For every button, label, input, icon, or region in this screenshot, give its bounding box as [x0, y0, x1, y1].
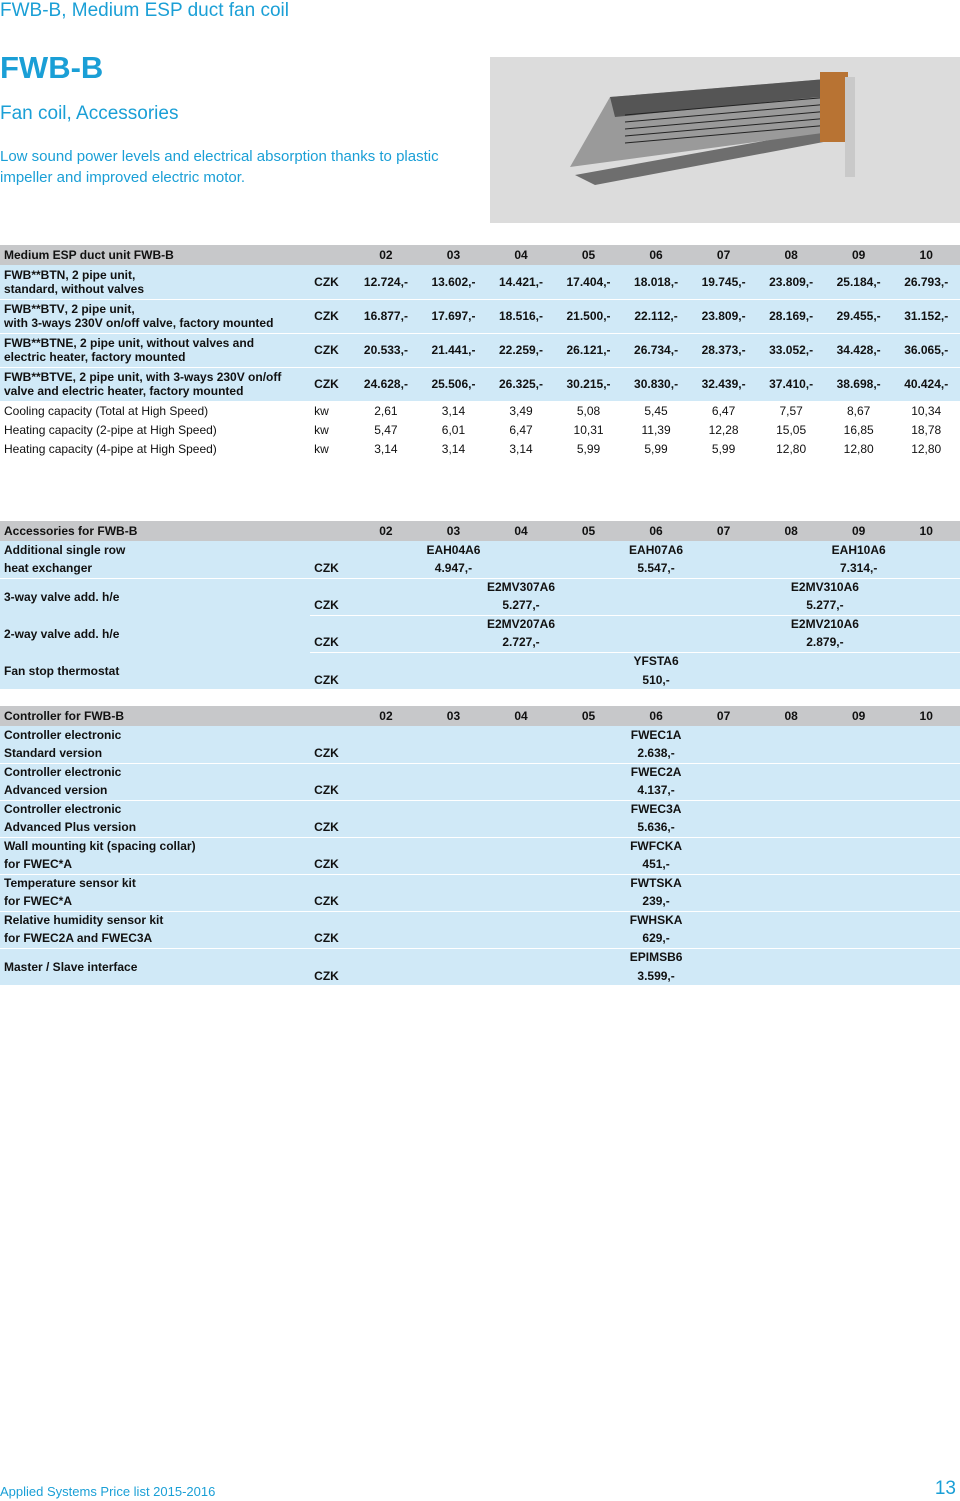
header-cell: 06	[622, 245, 690, 265]
header-cell: 06	[622, 521, 690, 541]
price-cell: 5.277,-	[690, 596, 960, 615]
currency: CZK	[310, 596, 352, 615]
controller-sublabel: Standard version	[0, 744, 310, 763]
table-row	[0, 652, 960, 670]
header-cell: 09	[825, 245, 893, 265]
price-cell: 20.533,-	[352, 333, 420, 367]
capacity-cell: 12,28	[690, 420, 758, 439]
controller-sublabel: for FWEC*A	[0, 892, 310, 911]
table-row	[0, 911, 960, 929]
controller-label: Master / Slave interface	[0, 948, 310, 985]
table-row	[0, 874, 960, 892]
capacity-cell: 6,01	[420, 420, 488, 439]
table-row	[0, 559, 960, 578]
price-cell: 38.698,-	[825, 367, 893, 401]
capacity-cell: 5,47	[352, 420, 420, 439]
price-cell: 16.877,-	[352, 299, 420, 333]
capacity-cell: 18,78	[892, 420, 960, 439]
header-cell: 05	[555, 245, 623, 265]
controller-code: FWHSKA	[352, 911, 960, 929]
running-title: FWB-B, Medium ESP duct fan coil	[0, 0, 289, 21]
accessory-code: E2MV310A6	[690, 578, 960, 596]
capacity-cell: 5,99	[622, 439, 690, 458]
currency: CZK	[310, 781, 352, 800]
controller-sublabel: for FWEC*A	[0, 855, 310, 874]
controller-table-header	[0, 706, 960, 726]
controller-sublabel: for FWEC2A and FWEC3A	[0, 929, 310, 948]
capacity-cell: 3,14	[487, 439, 555, 458]
table-row	[0, 855, 960, 874]
product-description: Low sound power levels and electrical absorption thanks to plastic impeller and improved electric motor.	[0, 148, 439, 186]
capacity-cell: 12,80	[892, 439, 960, 458]
table-row	[0, 818, 960, 837]
price-cell: 2.727,-	[352, 633, 690, 652]
controller-table	[0, 706, 960, 985]
table-row	[0, 615, 960, 633]
header-cell: 04	[487, 521, 555, 541]
price-cell: 36.065,-	[892, 333, 960, 367]
price-cell: 28.373,-	[690, 333, 758, 367]
capacity-label: Heating capacity (4-pipe at High Speed)	[0, 439, 310, 458]
price-cell: 32.439,-	[690, 367, 758, 401]
accessory-label: 2-way valve add. h/e	[0, 615, 310, 652]
price-cell: 7.314,-	[757, 559, 960, 578]
price-cell: 239,-	[352, 892, 960, 911]
capacity-label: Heating capacity (2-pipe at High Speed)	[0, 420, 310, 439]
model-label: FWB**BTVE, 2 pipe unit, with 3-ways 230V on/off valve and electric heater, factory mounted	[0, 367, 310, 401]
price-cell: 40.424,-	[892, 367, 960, 401]
header-cell: Medium ESP duct unit FWB-B	[0, 245, 352, 265]
price-cell: 12.724,-	[352, 265, 420, 299]
capacity-cell: 8,67	[825, 401, 893, 420]
header-cell: 08	[757, 245, 825, 265]
currency: CZK	[310, 744, 352, 763]
currency: CZK	[310, 966, 352, 985]
price-cell: 4.947,-	[352, 559, 555, 578]
model-label: FWB**BTN, 2 pipe unit, standard, without valves	[0, 265, 310, 299]
price-cell: 25.184,-	[825, 265, 893, 299]
capacity-cell: 6,47	[487, 420, 555, 439]
accessory-code: E2MV307A6	[352, 578, 690, 596]
header-cell: 05	[555, 521, 623, 541]
price-cell: 22.112,-	[622, 299, 690, 333]
controller-sublabel: Advanced Plus version	[0, 818, 310, 837]
price-cell: 29.455,-	[825, 299, 893, 333]
accessories-table	[0, 521, 960, 689]
price-cell: 30.215,-	[555, 367, 623, 401]
price-cell: 2.879,-	[690, 633, 960, 652]
currency: CZK	[310, 855, 352, 874]
currency: CZK	[310, 892, 352, 911]
price-cell: 4.137,-	[352, 781, 960, 800]
price-cell: 26.793,-	[892, 265, 960, 299]
header-cell: 08	[757, 521, 825, 541]
table-row	[0, 299, 960, 333]
capacity-cell: 2,61	[352, 401, 420, 420]
product-photo	[490, 57, 960, 223]
accessory-code: E2MV207A6	[352, 615, 690, 633]
table-row	[0, 367, 960, 401]
table-row	[0, 439, 960, 458]
price-cell: 5.636,-	[352, 818, 960, 837]
price-cell: 18.018,-	[622, 265, 690, 299]
price-cell: 30.830,-	[622, 367, 690, 401]
price-cell: 21.500,-	[555, 299, 623, 333]
controller-label: Wall mounting kit (spacing collar)	[0, 837, 310, 855]
controller-sublabel: Advanced version	[0, 781, 310, 800]
price-cell: 26.325,-	[487, 367, 555, 401]
capacity-label: Cooling capacity (Total at High Speed)	[0, 401, 310, 420]
page-title: FWB-B	[0, 50, 104, 85]
price-cell: 451,-	[352, 855, 960, 874]
header-cell: 05	[555, 706, 623, 726]
capacity-cell: 5,45	[622, 401, 690, 420]
header-cell: 03	[420, 706, 488, 726]
header-cell: 04	[487, 706, 555, 726]
unit: kw	[310, 420, 352, 439]
table-row	[0, 726, 960, 744]
accessory-label: 3-way valve add. h/e	[0, 578, 310, 615]
currency: CZK	[310, 265, 352, 299]
duct-unit-illustration	[490, 57, 960, 223]
price-cell: 25.506,-	[420, 367, 488, 401]
header-cell: 10	[892, 521, 960, 541]
table-row	[0, 265, 960, 299]
currency: CZK	[310, 333, 352, 367]
price-cell: 26.121,-	[555, 333, 623, 367]
unit: kw	[310, 439, 352, 458]
currency: CZK	[310, 559, 352, 578]
price-cell: 5.547,-	[555, 559, 758, 578]
header-cell: 03	[420, 521, 488, 541]
controller-label: Relative humidity sensor kit	[0, 911, 310, 929]
currency: CZK	[310, 367, 352, 401]
model-label: FWB**BTV, 2 pipe unit, with 3-ways 230V on/off valve, factory mounted	[0, 299, 310, 333]
capacity-cell: 3,49	[487, 401, 555, 420]
capacity-cell: 12,80	[757, 439, 825, 458]
price-cell: 34.428,-	[825, 333, 893, 367]
header-cell: 10	[892, 245, 960, 265]
capacity-cell: 10,31	[555, 420, 623, 439]
controller-label: Controller electronic	[0, 763, 310, 781]
table-row	[0, 744, 960, 763]
controller-label: Controller electronic	[0, 800, 310, 818]
header-cell: 04	[487, 245, 555, 265]
accessory-code: EAH07A6	[555, 541, 758, 559]
model-label: FWB**BTNE, 2 pipe unit, without valves and electric heater, factory mounted	[0, 333, 310, 367]
price-cell: 510,-	[352, 670, 960, 689]
header-cell: 06	[622, 706, 690, 726]
controller-code: FWEC1A	[352, 726, 960, 744]
unit: kw	[310, 401, 352, 420]
header-cell: 07	[690, 706, 758, 726]
capacity-cell: 12,80	[825, 439, 893, 458]
capacity-cell: 5,99	[555, 439, 623, 458]
price-cell: 2.638,-	[352, 744, 960, 763]
table-row	[0, 578, 960, 596]
header-cell: 08	[757, 706, 825, 726]
currency: CZK	[310, 670, 352, 689]
table-row	[0, 837, 960, 855]
capacity-cell: 3,14	[420, 401, 488, 420]
table-row	[0, 892, 960, 911]
price-cell: 14.421,-	[487, 265, 555, 299]
price-cell: 629,-	[352, 929, 960, 948]
table-row	[0, 929, 960, 948]
capacity-cell: 5,99	[690, 439, 758, 458]
accessory-label: Fan stop thermostat	[0, 652, 310, 689]
header-cell: 10	[892, 706, 960, 726]
header-cell: 07	[690, 521, 758, 541]
header-cell: Controller for FWB-B	[0, 706, 352, 726]
price-cell: 26.734,-	[622, 333, 690, 367]
controller-code: FWFCKA	[352, 837, 960, 855]
page-subtitle: Fan coil, Accessories	[0, 103, 179, 124]
price-cell: 21.441,-	[420, 333, 488, 367]
header-cell: Accessories for FWB-B	[0, 521, 352, 541]
price-cell: 23.809,-	[757, 265, 825, 299]
capacity-cell: 10,34	[892, 401, 960, 420]
accessory-code: EAH04A6	[352, 541, 555, 559]
controller-label: Controller electronic	[0, 726, 310, 744]
price-cell: 19.745,-	[690, 265, 758, 299]
controller-code: FWEC3A	[352, 800, 960, 818]
header-cell: 07	[690, 245, 758, 265]
table-row	[0, 948, 960, 966]
price-cell: 28.169,-	[757, 299, 825, 333]
header-cell: 09	[825, 521, 893, 541]
capacity-cell: 15,05	[757, 420, 825, 439]
table-row	[0, 401, 960, 420]
accessories-table-header	[0, 521, 960, 541]
capacity-cell: 3,14	[420, 439, 488, 458]
price-cell: 17.404,-	[555, 265, 623, 299]
accessory-code: E2MV210A6	[690, 615, 960, 633]
header-cell: 02	[352, 245, 420, 265]
table-row	[0, 420, 960, 439]
capacity-cell: 11,39	[622, 420, 690, 439]
currency: CZK	[310, 818, 352, 837]
price-cell: 33.052,-	[757, 333, 825, 367]
table-row	[0, 333, 960, 367]
price-cell: 13.602,-	[420, 265, 488, 299]
header-cell: 02	[352, 706, 420, 726]
accessory-code: EAH10A6	[757, 541, 960, 559]
units-price-table	[0, 245, 960, 458]
controller-label: Temperature sensor kit	[0, 874, 310, 892]
header-cell: 09	[825, 706, 893, 726]
footer-text: Applied Systems Price list 2015-2016	[0, 1484, 216, 1499]
price-cell: 31.152,-	[892, 299, 960, 333]
accessory-label: heat exchanger	[0, 559, 310, 578]
units-table-header	[0, 245, 960, 265]
capacity-cell: 16,85	[825, 420, 893, 439]
table-row	[0, 763, 960, 781]
capacity-cell: 6,47	[690, 401, 758, 420]
header-cell: 02	[352, 521, 420, 541]
page-number: 13	[934, 1478, 956, 1499]
capacity-cell: 3,14	[352, 439, 420, 458]
currency: CZK	[310, 929, 352, 948]
price-cell: 22.259,-	[487, 333, 555, 367]
price-cell: 17.697,-	[420, 299, 488, 333]
accessory-code: YFSTA6	[352, 652, 960, 670]
currency: CZK	[310, 299, 352, 333]
controller-code: FWTSKA	[352, 874, 960, 892]
price-cell: 37.410,-	[757, 367, 825, 401]
price-cell: 18.516,-	[487, 299, 555, 333]
price-cell: 5.277,-	[352, 596, 690, 615]
price-cell: 24.628,-	[352, 367, 420, 401]
capacity-cell: 5,08	[555, 401, 623, 420]
price-cell: 23.809,-	[690, 299, 758, 333]
price-cell: 3.599,-	[352, 966, 960, 985]
controller-code: EPIMSB6	[352, 948, 960, 966]
controller-code: FWEC2A	[352, 763, 960, 781]
accessory-label: Additional single row	[0, 541, 310, 559]
capacity-cell: 7,57	[757, 401, 825, 420]
currency: CZK	[310, 633, 352, 652]
table-row	[0, 800, 960, 818]
table-row	[0, 781, 960, 800]
table-row	[0, 541, 960, 559]
header-cell: 03	[420, 245, 488, 265]
